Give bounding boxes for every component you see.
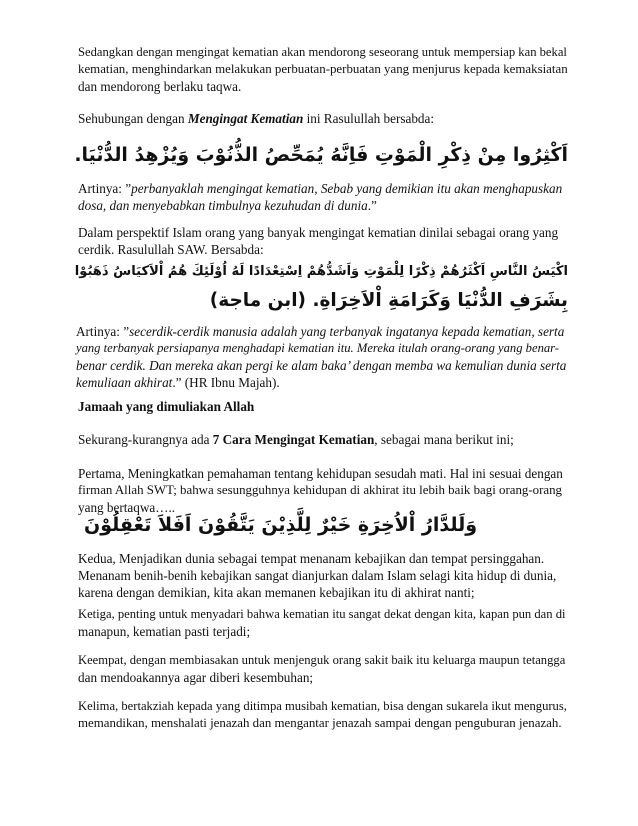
- text-line: dan mendorong berlaku taqwa.: [78, 79, 242, 94]
- ayat-arabic: وَلَلدَّارُ اْلاُخِرَةِ خَيْرٌ لِلَّذِيْنَ يَتَّقُوْنَ اَفَلاَ تَعْقِلُوْنَ: [84, 514, 478, 536]
- text-line: Menanam benih-benih kebajikan sangat dianjurkan dalam Islam selagi kita hidup di dunia,: [78, 568, 557, 583]
- text-line: cerdik. Rasulullah SAW. Bersabda:: [78, 242, 264, 257]
- paragraph-kelima: [78, 698, 568, 732]
- text-line: Pertama, Meningkatkan pemahaman tentang kehidupan sesudah mati. Hal ini sesuai dengan: [78, 466, 563, 481]
- translation-suffix: .” (HR Ibnu Majah).: [172, 375, 280, 390]
- paragraph-ketiga: [78, 606, 568, 640]
- translation-line: benar cerdik. Dan mereka akan pergi ke alam baka’ dengan memba wa kemulian dunia serta: [76, 358, 567, 373]
- hadith-1-intro-emphasis: Mengingat Kematian: [187, 111, 304, 126]
- text-line: kematian, menghindarkan melakukan perbuatan-perbuatan yang menjurus kepada kemaksiatan: [78, 62, 568, 76]
- text-line: Keempat, dengan membiasakan untuk menjenguk orang sakit baik itu keluarga maupun tetangga: [78, 653, 566, 667]
- hadith-1-arabic: اَكْثِرُوا مِنْ ذِكْرِ الْمَوْتِ فَاِنَّهُ يُمَحِّصُ الذُّنُوْبَ وَيُزْهِدُ الدُّنْيَا.: [74, 144, 568, 166]
- translation-line: secerdik-cerdik manusia adalah yang terbanyak ingatanya kepada kematian, serta: [129, 324, 565, 339]
- translation-suffix: .”: [367, 198, 377, 213]
- paragraph-perspective: [78, 224, 568, 258]
- text-line: [76, 374, 566, 391]
- heading-text: Jamaah yang dimuliakan Allah: [78, 399, 255, 414]
- paragraph-keempat: [78, 652, 568, 686]
- text-line: firman Allah SWT; bahwa sesungguhnya kehidupan di akhirat itu lebih baik bagi orang-orang: [78, 483, 562, 497]
- text-line: dan mendoakannya agar diberi kesembuhan;: [78, 670, 314, 685]
- hadith-1-intro-suffix: ini Rasulullah bersabda:: [303, 111, 435, 126]
- paragraph-intro: [78, 44, 568, 95]
- cara-intro-suffix: , sebagai mana berikut ini;: [374, 432, 514, 447]
- text-line: [76, 323, 566, 340]
- text-line: [78, 180, 568, 197]
- translation-line: kemuliaan akhirat: [76, 375, 173, 390]
- text-line: karena dengan demikian, kita akan memanen kebajikan itu di akhirat nanti;: [78, 585, 475, 600]
- hadith-1-translation: [78, 180, 568, 214]
- text-line: manapun, kematian pasti terjadi;: [78, 624, 251, 639]
- cara-intro: [78, 431, 568, 448]
- text-line: [76, 357, 566, 374]
- translation-prefix: Artinya: ”: [76, 324, 130, 339]
- cara-intro-emphasis: 7 Cara Mengingat Kematian: [212, 432, 375, 447]
- hadith-1-intro-prefix: Sehubungan dengan: [78, 111, 188, 126]
- text-line: [78, 431, 568, 448]
- hadith-2-arabic-line-2: بِشَرَفِ الدُّنْيَا وَكَرَامَةِ اْلاَخِرَاةِ. (ابن ماجة): [209, 290, 568, 311]
- hadith-2-arabic-line-1: اكْيَسُ النَّاسِ اَكْثَرُهُمْ ذِكْرًا لِلْمَوْتِ وَاَشَدُّهُمْ اِسْتِعْدَادًا لَهُ اُوْلَئِكَ هُمُ اْلاَكيَاسُ ذَهَبُوْا: [74, 264, 568, 279]
- text-line: yang bertaqwa…..: [78, 500, 176, 515]
- text-line: [78, 197, 568, 214]
- translation-prefix: Artinya: ”: [78, 181, 132, 196]
- text-line: [78, 110, 568, 127]
- translation-line: yang terbanyak persiapanya menghadapi kematian itu. Mereka itulah orang-orang yang benar-: [76, 341, 560, 355]
- text-line: [76, 340, 566, 357]
- text-line: Dalam perspektif Islam orang yang banyak mengingat kematian dinilai sebagai orang yang: [78, 225, 559, 240]
- paragraph-kedua: [78, 550, 568, 601]
- translation-line: perbanyaklah mengingat kematian, Sebab yang demikian itu akan menghapuskan: [131, 181, 563, 196]
- paragraph-pertama: [78, 465, 568, 516]
- translation-line: dosa, dan menyebabkan timbulnya kezuhudan di dunia: [78, 198, 368, 213]
- cara-intro-prefix: Sekurang-kurangnya ada: [78, 432, 213, 447]
- text-line: memandikan, menshalati jenazah dan mengantar jenazah sampai dengan penguburan jenazah.: [78, 716, 562, 730]
- section-heading: [78, 398, 568, 415]
- hadith-2-translation: [76, 323, 566, 391]
- text-line: Kedua, Menjadikan dunia sebagai tempat menanam kebajikan dan tempat persinggahan.: [78, 551, 545, 566]
- text-line: Ketiga, penting untuk menyadari bahwa kematian itu sangat dekat dengan kita, kapan pun dan di: [78, 607, 566, 621]
- text-line: Sedangkan dengan mengingat kematian akan mendorong seseorang untuk mempersiap kan bekal: [78, 45, 567, 59]
- hadith-1-intro: [78, 110, 568, 127]
- text-line: Kelima, bertakziah kepada yang ditimpa musibah kematian, bisa dengan sukarela ikut mengurus,: [78, 699, 567, 713]
